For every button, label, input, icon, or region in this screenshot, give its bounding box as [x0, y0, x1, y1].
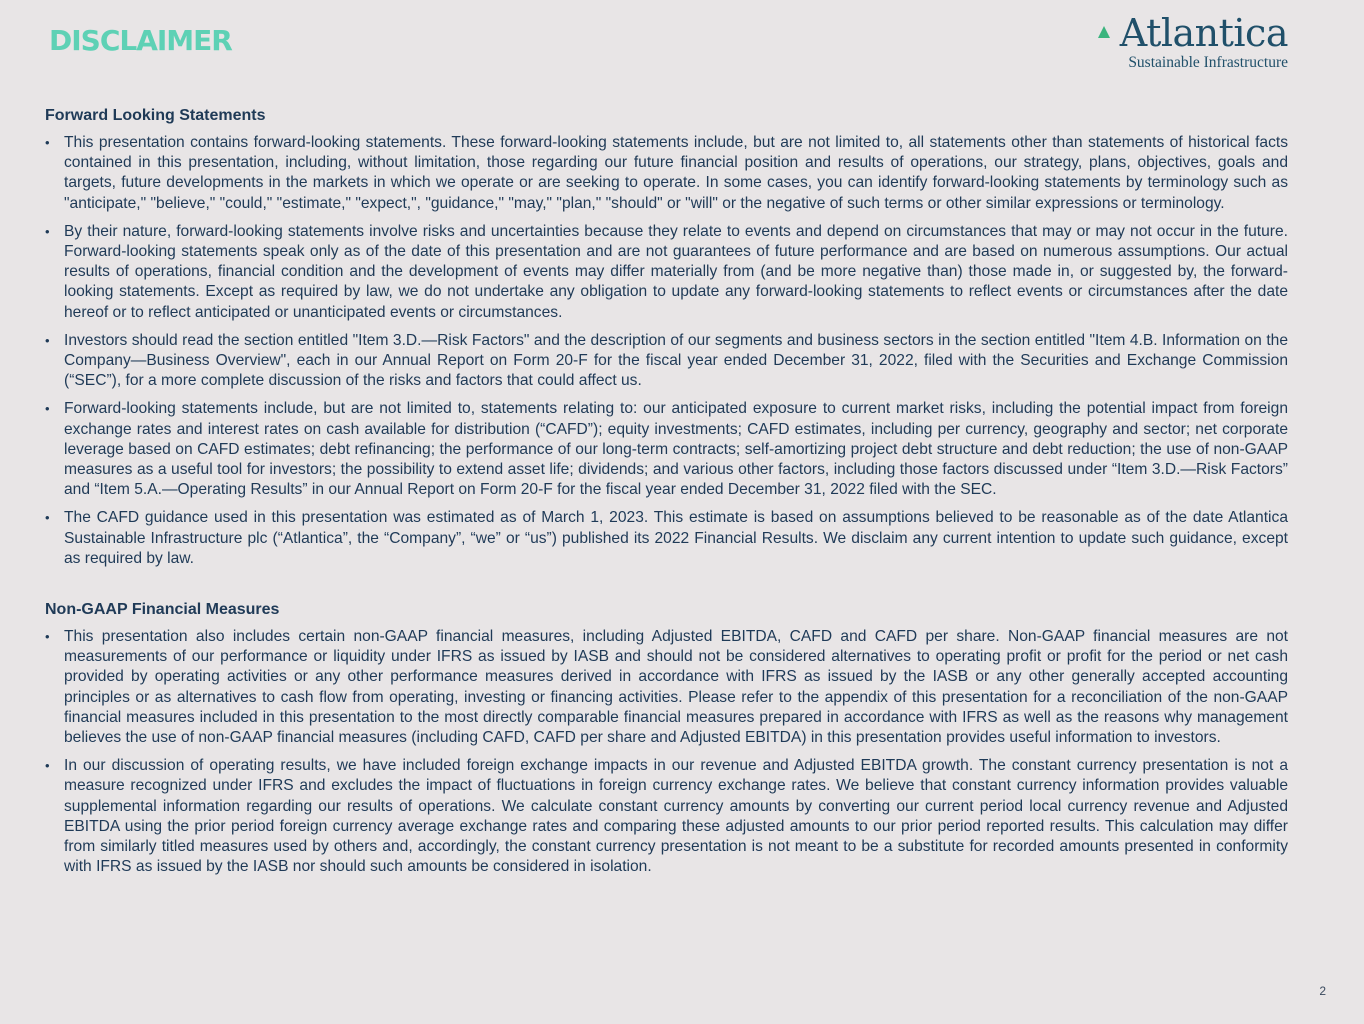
bullet-icon: • — [45, 401, 50, 417]
bullet-icon: • — [45, 629, 50, 645]
disclaimer-body — [45, 107, 1288, 886]
bullet-text: Investors should read the section entitled "Item 3.D.—Risk Factors" and the description of our segments and business sectors in the section entitled "Item 4.B. Information on the Company—Business Overview", each in our Annual Report on Form 20-F for the fiscal year ended December 31, 2022, filed with the Securities and Exchange Commission (“SEC”), for a more complete discussion of the risks and factors that could affect us. — [64, 331, 1288, 390]
bullet-icon: • — [45, 758, 50, 774]
page-title: DISCLAIMER — [49, 24, 232, 57]
section-heading-non-gaap: Non-GAAP Financial Measures — [45, 601, 280, 619]
company-logo — [1098, 12, 1288, 74]
bullet-text: This presentation contains forward-looking statements. These forward-looking statements include, but are not limited to, all statements other than statements of historical facts contained in this presentation, including, without limitation, those regarding our future financial position and results of operations, our strategy, plans, objectives, goals and targets, future developments in the markets in which we operate or are seeking to operate. In some cases, you can identify forward-looking statements by terminology such as "anticipate," "believe," "could," "estimate," "expect,", "guidance," "may," "plan," "should" or "will" or the negative of such terms or other similar expressions or terminology. — [64, 134, 1288, 212]
list-item — [45, 627, 1288, 748]
logo-triangle-icon — [1098, 26, 1110, 38]
list-item — [45, 399, 1288, 500]
forward-looking-list — [45, 133, 1288, 569]
bullet-text: By their nature, forward-looking statements involve risks and uncertainties because they relate to events and depend on circumstances that may or may not occur in the future. Forward-looking statements speak only as of the date of this presentation and are not guarantees of future performance and are based on numerous assumptions. Our actual results of operations, financial condition and the development of events may differ materially from (and be more negative than) those made in, or suggested by, the forward-looking statements. Except as required by law, we do not undertake any obligation to update any forward-looking statements to reflect events or circumstances after the date hereof or to reflect anticipated or unanticipated events or circumstances. — [64, 222, 1288, 321]
list-item — [45, 331, 1288, 392]
bullet-text: This presentation also includes certain non-GAAP financial measures, including Adjusted EBITDA, CAFD and CAFD per share. Non-GAAP financial measures are not measurements of our performance or liquidity under IFRS as issued by IASB and should not be considered alternatives to operating profit or profit for the period or net cash provided by operating activities or any other performance measures derived in accordance with IFRS as issued by the IASB or any other generally accepted accounting principles or as alternatives to cash flow from operating, investing or financing activities. Please refer to the appendix of this presentation for a reconciliation of the non-GAAP financial measures included in this presentation to the most directly comparable financial measures prepared in accordance with IFRS as well as the reasons why management believes the use of non-GAAP financial measures (including CAFD, CAFD per share and Adjusted EBITDA) in this presentation provides useful information to investors. — [64, 628, 1288, 747]
list-item — [45, 222, 1288, 323]
page-number: 2 — [1319, 984, 1326, 998]
bullet-icon: • — [45, 223, 50, 239]
section-heading-forward-looking: Forward Looking Statements — [45, 107, 266, 124]
logo-wordmark: Atlantica — [1119, 11, 1288, 55]
logo-tagline: Sustainable Infrastructure — [1128, 54, 1288, 71]
bullet-text: The CAFD guidance used in this presentation was estimated as of March 1, 2023. This estimate is based on assumptions believed to be reasonable as of the date Atlantica Sustainable Infrastructure plc (“Atlantica”, the “Company”, “we” or “us”) published its 2022 Financial Results. We disclaim any current intention to update such guidance, except as required by law. — [64, 509, 1288, 567]
list-item — [45, 133, 1288, 214]
non-gaap-list — [45, 627, 1288, 877]
bullet-icon: • — [45, 135, 50, 150]
bullet-icon: • — [45, 510, 50, 526]
bullet-text: Forward-looking statements include, but are not limited to, statements relating to: our anticipated exposure to current market risks, including the potential impact from foreign exchange rates and interest rates on cash available for distribution (“CAFD”); equity investments; CAFD estimates, including per currency, geography and sector; net corporate leverage based on CAFD estimates; debt refinancing; the performance of our long-term contracts; self-amortizing project debt structure and debt reduction; the use of non-GAAP measures as a useful tool for investors; the possibility to extend asset life; dividends; and various other factors, including those factors discussed under “Item 3.D.—Risk Factors” and “Item 5.A.—Operating Results” in our Annual Report on Form 20-F for the fiscal year ended December 31, 2022 filed with the SEC. — [64, 400, 1288, 499]
list-item — [45, 508, 1288, 569]
bullet-text: In our discussion of operating results, we have included foreign exchange impacts in our revenue and Adjusted EBITDA growth. The constant currency presentation is not a measure recognized under IFRS and excludes the impact of fluctuations in foreign currency exchange rates. We believe that constant currency information provides valuable supplemental information regarding our results of operations. We calculate constant currency amounts by converting our current period local currency revenue and Adjusted EBITDA using the prior period foreign currency average exchange rates and comparing these adjusted amounts to our prior period reported results. This calculation may differ from similarly titled measures used by others and, accordingly, the constant currency presentation is not meant to be a substitute for recorded amounts presented in conformity with IFRS as issued by the IASB nor should such amounts be considered in isolation. — [64, 757, 1288, 876]
list-item — [45, 756, 1288, 877]
bullet-icon: • — [45, 332, 50, 348]
